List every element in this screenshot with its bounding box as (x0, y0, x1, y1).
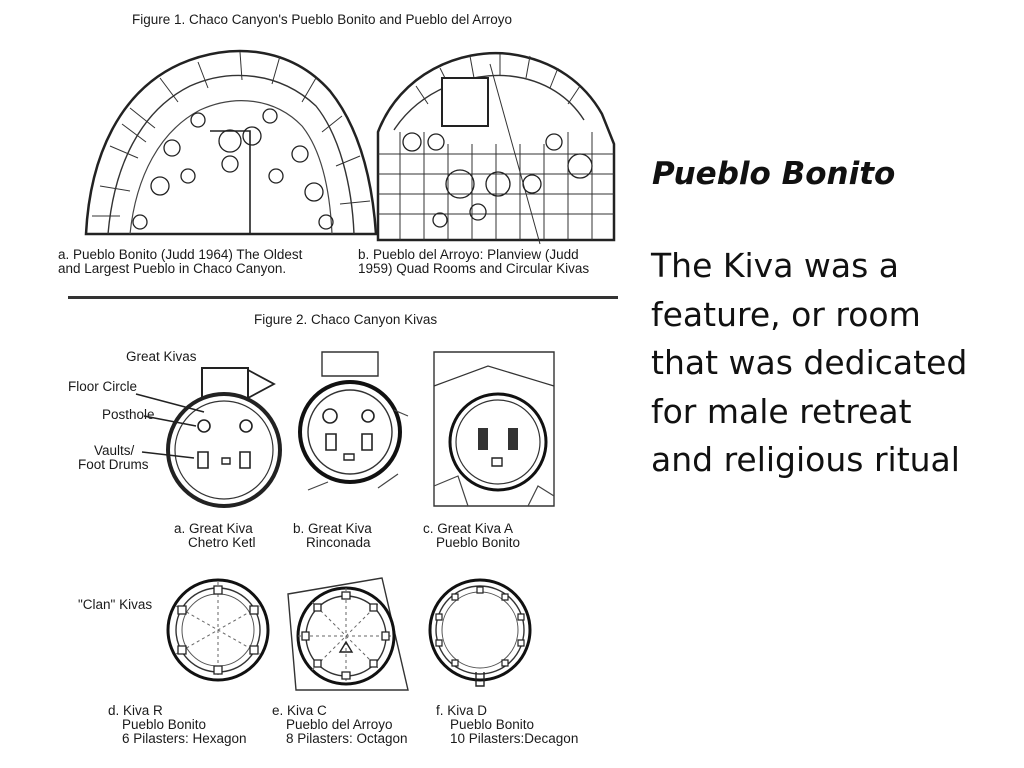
label-clan-kivas: "Clan" Kivas (78, 597, 153, 612)
label-vaults-line-2: Foot Drums (78, 457, 149, 472)
great-kiva-a-pueblo-bonito-drawing (428, 346, 568, 512)
kiva-c-caption-line-2: Pueblo Bonito (436, 535, 521, 550)
label-posthole: Posthole (102, 407, 155, 422)
figure-1a-caption-line-1: a. Pueblo Bonito (Judd 1964) The Oldest (58, 247, 303, 262)
kiva-a-caption-line-1: a. Great Kiva (174, 521, 253, 536)
kiva-e-caption-line-3: 8 Pilasters: Octagon (286, 731, 408, 746)
slide-body-line-4: for male retreat (651, 391, 912, 431)
kiva-d-caption-line-2: Pueblo Bonito (122, 717, 207, 732)
figure-1b-caption-line-1: b. Pueblo del Arroyo: Planview (Judd (358, 247, 579, 262)
slide-body-line-5: and religious ritual (651, 440, 960, 479)
slide-body-line-3: that was dedicated (651, 343, 968, 382)
label-floor-circle: Floor Circle (68, 379, 138, 394)
label-great-kivas: Great Kivas (126, 349, 197, 364)
label-vaults-line-1: Vaults/ (94, 443, 135, 458)
kiva-f-caption-line-2: Pueblo Bonito (450, 717, 535, 732)
figure-1a-caption-line-2: and Largest Pueblo in Chaco Canyon. (58, 261, 287, 276)
slide-body-line-2: feature, or room (651, 294, 921, 334)
kiva-a-caption-line-2: Chetro Ketl (188, 535, 256, 550)
slide-title: Pueblo Bonito (652, 156, 896, 192)
kiva-e-caption-line-1: e. Kiva C (272, 703, 327, 718)
kiva-e-caption-line-2: Pueblo del Arroyo (286, 717, 393, 732)
pueblo-bonito-plan (80, 36, 380, 236)
kiva-d-decagon-drawing (422, 574, 542, 694)
slide-body-line-1: The Kiva was a (651, 246, 900, 285)
kiva-r-hexagon-drawing (162, 574, 274, 686)
kiva-b-caption-line-1: b. Great Kiva (293, 521, 372, 536)
kiva-c-octagon-drawing (282, 572, 412, 696)
pueblo-del-arroyo-plan (370, 34, 620, 244)
great-kiva-rinconada-drawing (298, 350, 418, 500)
figure-1b-caption-line-2: 1959) Quad Rooms and Circular Kivas (358, 261, 590, 276)
figure-2-title: Figure 2. Chaco Canyon Kivas (254, 312, 438, 327)
figure-1-title: Figure 1. Chaco Canyon's Pueblo Bonito and Pueblo del Arroyo (132, 12, 513, 27)
kiva-d-caption-line-1: d. Kiva R (108, 703, 163, 718)
kiva-b-caption-line-2: Rinconada (306, 535, 371, 550)
kiva-f-caption-line-1: f. Kiva D (436, 703, 488, 718)
kiva-f-caption-line-3: 10 Pilasters:Decagon (450, 731, 579, 746)
figure-panel (50, 0, 642, 768)
kiva-d-caption-line-3: 6 Pilasters: Hexagon (122, 731, 247, 746)
kiva-c-caption-line-1: c. Great Kiva A (423, 521, 514, 536)
figure-divider (68, 296, 618, 299)
slide-body-text (651, 242, 967, 485)
